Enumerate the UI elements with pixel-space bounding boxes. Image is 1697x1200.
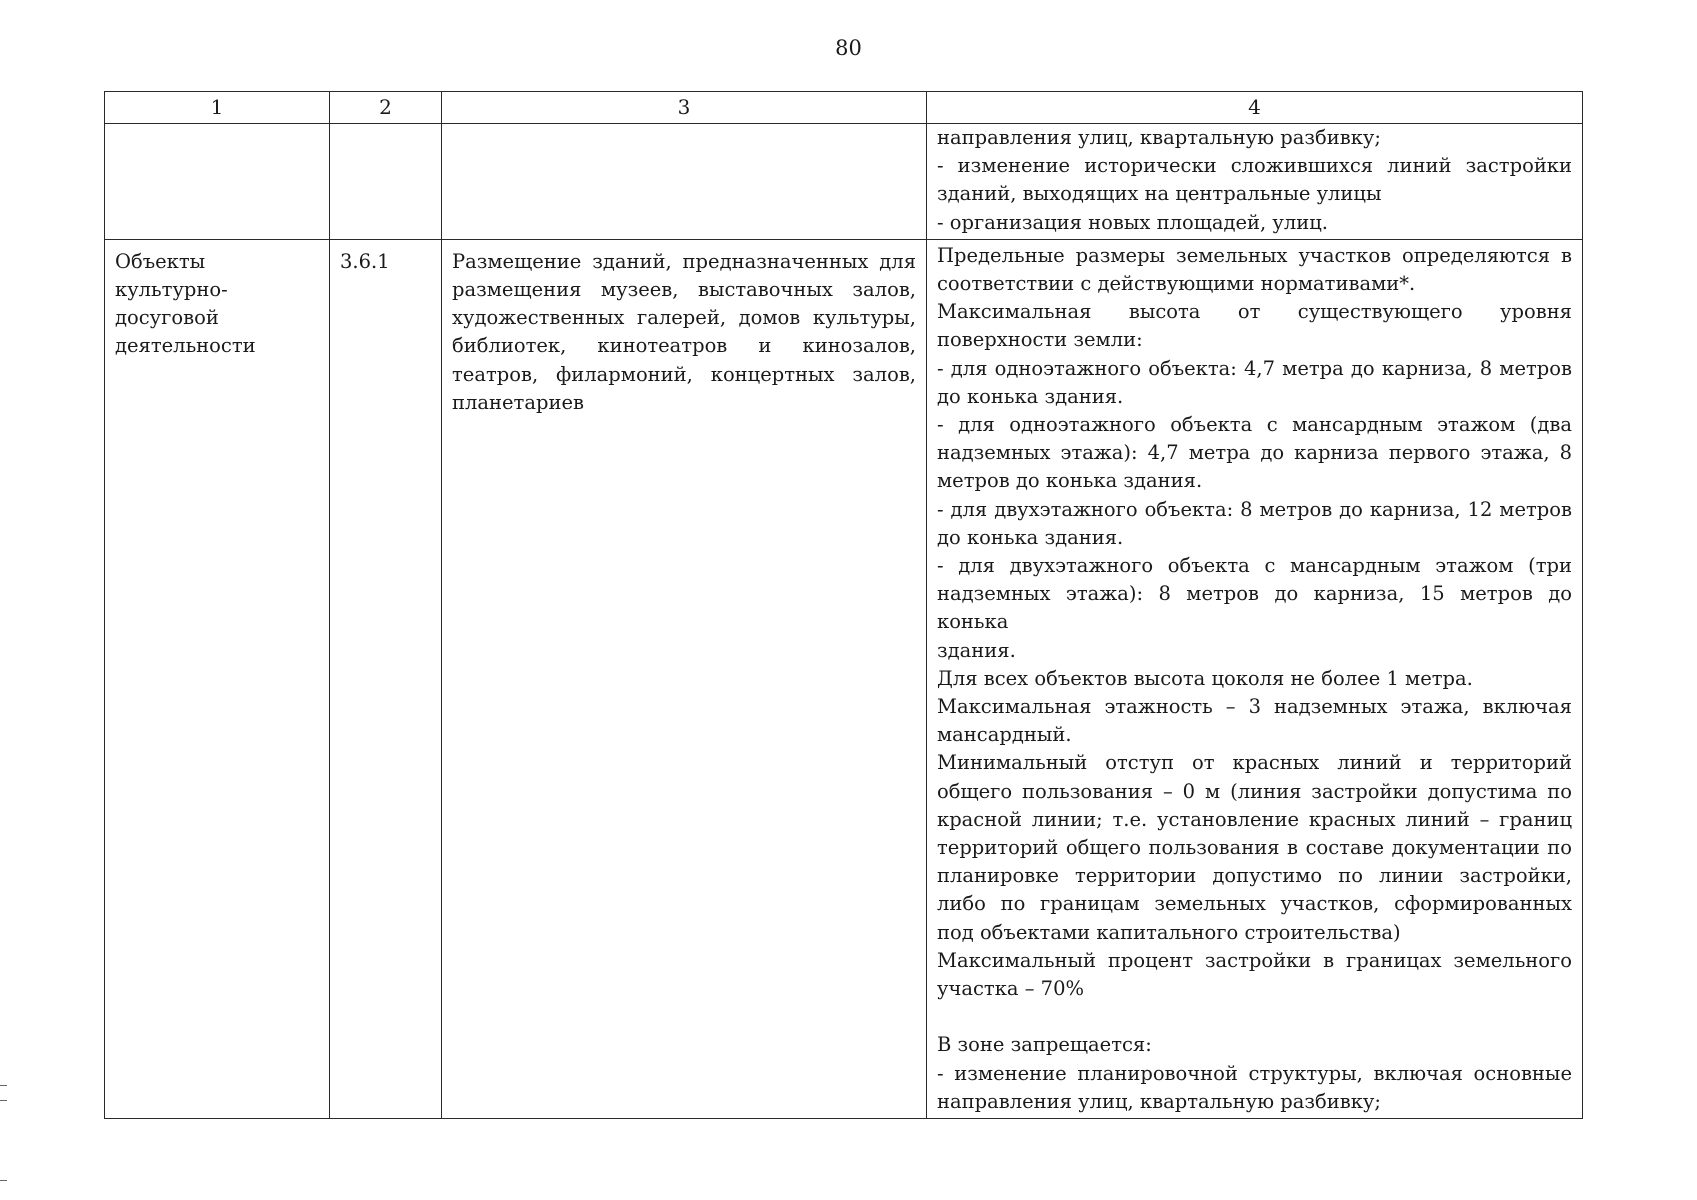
parameter-line: - изменение планировочной структуры, включая основные <box>937 1061 1572 1085</box>
parameter-line: - для одноэтажного объекта: 4,7 метра до карниза, 8 метров <box>937 356 1572 380</box>
regulations-table-wrapper <box>104 91 1582 1119</box>
scan-edge-mark <box>0 1085 7 1101</box>
row1-col2 <box>330 124 442 240</box>
row2-col2-code: 3.6.1 <box>330 239 442 1118</box>
header-col-4: 4 <box>927 92 1583 124</box>
object-type-line: досуговой <box>115 306 219 330</box>
row1-col3 <box>442 124 927 240</box>
parameter-line: соответствии с действующими нормативами*. <box>937 272 1416 296</box>
description-line: художественных галерей, домов культуры, <box>452 306 916 330</box>
row1-col4-line: зданий, выходящих на центральные улицы <box>937 182 1382 206</box>
parameter-line: направления улиц, квартальную разбивку; <box>937 1089 1381 1113</box>
blank-line <box>937 1003 1572 1031</box>
parameter-line: до конька здания. <box>937 525 1124 549</box>
page-number: 80 <box>835 36 862 60</box>
header-col-1: 1 <box>105 92 330 124</box>
parameter-line: Максимальный процент застройки в границах земельного <box>937 948 1572 972</box>
parameter-line: метров до конька здания. <box>937 469 1203 493</box>
description-line: театров, филармоний, концертных залов, <box>452 362 916 386</box>
parameter-line: - для одноэтажного объекта с мансардным этажом (два <box>937 413 1572 437</box>
parameter-line: Максимальная высота от существующего уровня <box>937 300 1572 324</box>
parameter-line: мансардный. <box>937 723 1072 747</box>
parameter-line: Максимальная этажность – 3 надземных этажа, включая <box>937 695 1572 719</box>
header-col-3: 3 <box>442 92 927 124</box>
parameter-line: до конька здания. <box>937 384 1124 408</box>
parameter-line: либо по границам земельных участков, сформированных <box>937 892 1572 916</box>
table-row-cultural-objects <box>105 239 1583 1118</box>
parameter-line: общего пользования – 0 м (линия застройки допустима по <box>937 779 1572 803</box>
parameter-line: под объектами капитального строительства) <box>937 920 1401 944</box>
parameter-line: поверхности земли: <box>937 328 1143 352</box>
description-line: размещения музеев, выставочных залов, <box>452 278 916 302</box>
parameter-line: территорий общего пользования в составе документации по <box>937 836 1572 860</box>
scan-edge-mark <box>0 1180 7 1181</box>
header-col-2: 2 <box>330 92 442 124</box>
parameter-line: - для двухэтажного объекта: 8 метров до карниза, 12 метров <box>937 497 1572 521</box>
parameter-line: планировке территории допустимо по линии застройки, <box>937 864 1572 888</box>
description-line: Размещение зданий, предназначенных для <box>452 249 916 273</box>
regulations-table <box>104 91 1583 1119</box>
row1-col4-line: - организация новых площадей, улиц. <box>937 210 1328 234</box>
row2-col4-parameters <box>927 239 1583 1118</box>
row1-col1 <box>105 124 330 240</box>
table-row-continuation <box>105 124 1583 240</box>
parameter-line: участка – 70% <box>937 977 1085 1001</box>
description-line: планетариев <box>452 390 584 414</box>
row2-col3-description <box>442 239 927 1118</box>
object-type-line: Объекты <box>115 249 206 273</box>
object-type-line: деятельности <box>115 334 256 358</box>
parameter-line: Минимальный отступ от красных линий и территорий <box>937 751 1572 775</box>
row2-col1-object-type <box>105 239 330 1118</box>
parameter-line: Предельные размеры земельных участков определяются в <box>937 243 1572 267</box>
row1-col4-line: направления улиц, квартальную разбивку; <box>937 126 1381 149</box>
table-header-row <box>105 92 1583 124</box>
description-line: библиотек, кинотеатров и кинозалов, <box>452 334 916 358</box>
parameter-line: надземных этажа): 4,7 метра до карниза первого этажа, 8 <box>937 441 1572 465</box>
parameter-line: В зоне запрещается: <box>937 1033 1152 1057</box>
parameter-line: здания. <box>937 638 1016 662</box>
parameter-line: красной линии; т.е. установление красных линий – границ <box>937 807 1572 831</box>
row1-col4 <box>927 124 1583 240</box>
parameter-line: - для двухэтажного объекта с мансардным этажом (три <box>937 554 1572 578</box>
row1-col4-line: - изменение исторически сложившихся линий застройки <box>937 154 1572 178</box>
parameter-line: Для всех объектов высота цоколя не более 1 метра. <box>937 666 1473 690</box>
object-type-line: культурно- <box>115 278 228 302</box>
parameter-line: надземных этажа): 8 метров до карниза, 15 метров до конька <box>937 582 1572 634</box>
